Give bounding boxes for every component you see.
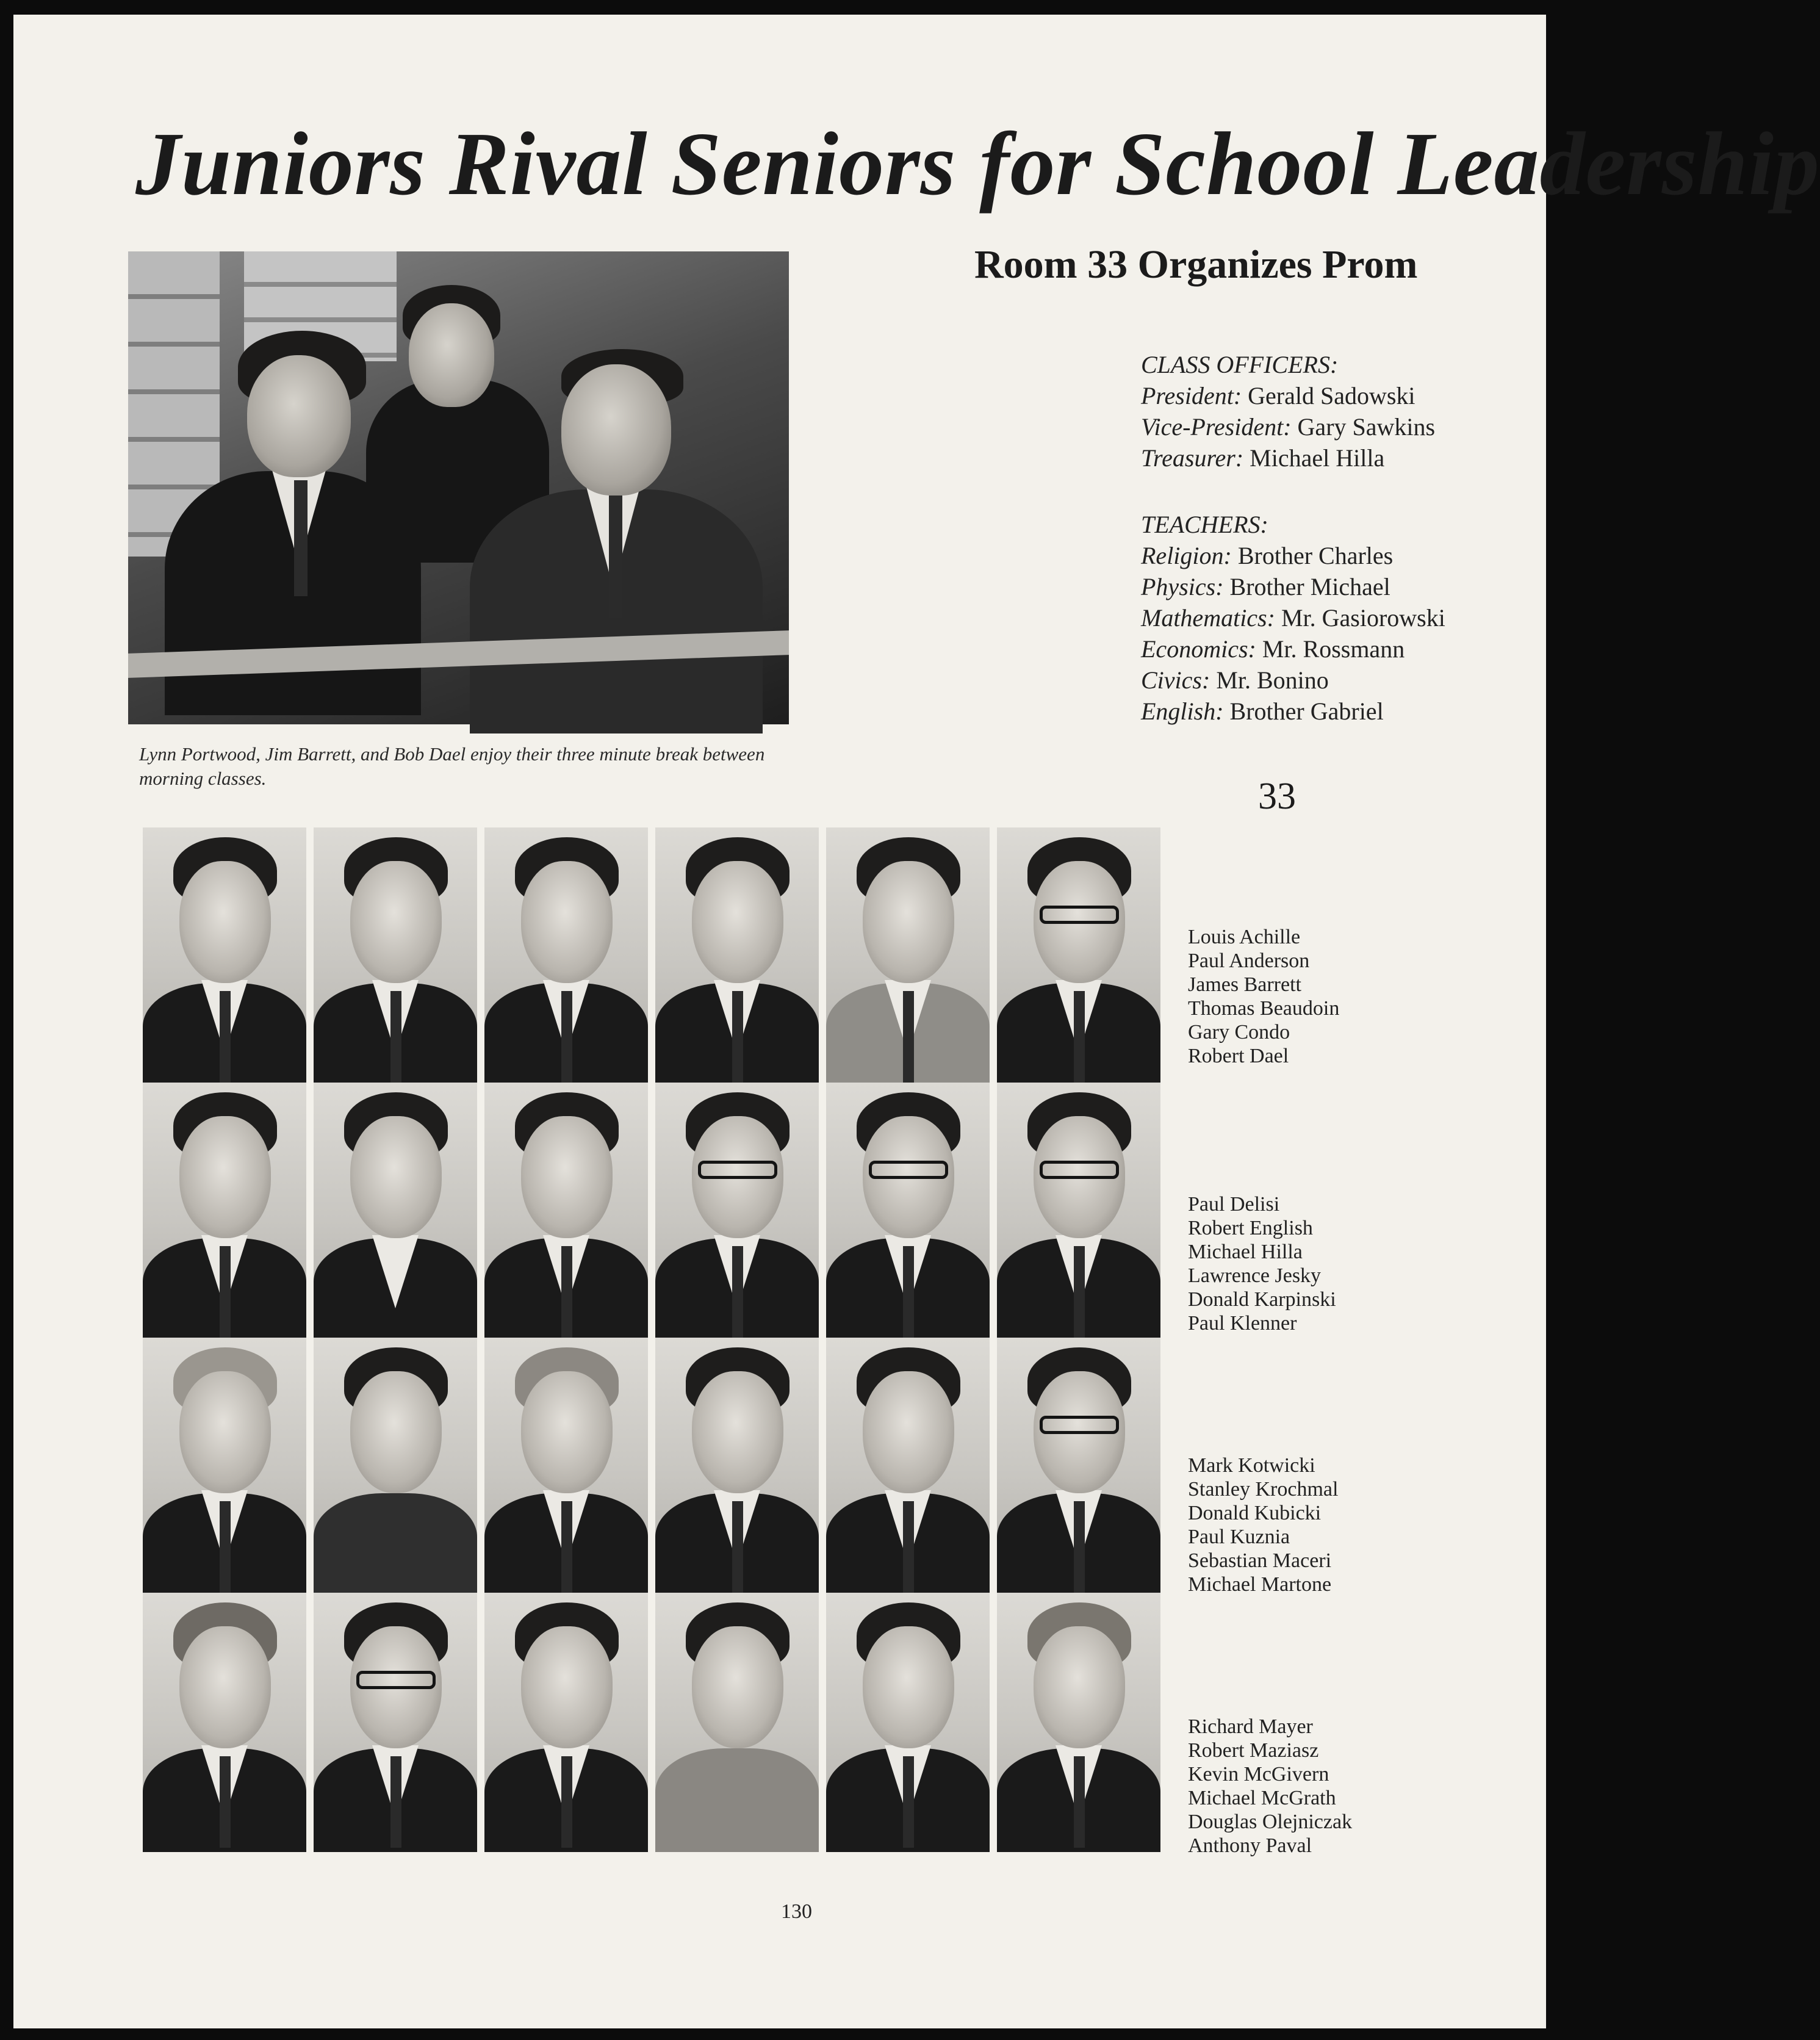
student-portrait (826, 827, 990, 1078)
teacher-name: Mr. Gasiorowski (1281, 604, 1445, 632)
teacher-row (1141, 540, 1519, 571)
student-name: Sebastian Maceri (1188, 1549, 1332, 1572)
student-name: Michael McGrath (1188, 1787, 1336, 1809)
subject-label: English: (1141, 697, 1224, 725)
row-names (1188, 1454, 1432, 1596)
subject-label: Economics: (1141, 635, 1256, 663)
student-portrait (655, 827, 819, 1078)
student-portrait (826, 1338, 990, 1588)
portrait-row (143, 1083, 1564, 1333)
student-portrait (314, 1593, 477, 1843)
student-name: Paul Anderson (1188, 950, 1310, 972)
teacher-name: Brother Gabriel (1229, 697, 1384, 725)
glasses-icon (869, 1161, 948, 1179)
officers-heading: CLASS OFFICERS: (1141, 351, 1339, 378)
class-officers (1141, 349, 1519, 474)
teachers-heading: TEACHERS: (1141, 511, 1268, 538)
row-names (1188, 1192, 1432, 1335)
teacher-row (1141, 665, 1519, 696)
student-portrait (997, 1083, 1160, 1333)
teacher-name: Mr. Rossmann (1262, 635, 1405, 663)
student-name: Paul Delisi (1188, 1193, 1280, 1216)
student-name: Michael Martone (1188, 1573, 1332, 1596)
student-portrait (143, 1083, 306, 1333)
student-name: Paul Kuznia (1188, 1526, 1290, 1548)
student-name: Mark Kotwicki (1188, 1454, 1315, 1477)
room-number: 33 (1258, 776, 1296, 817)
student-name: Louis Achille (1188, 926, 1301, 948)
student-portrait (143, 1338, 306, 1588)
officer-name: Michael Hilla (1250, 444, 1385, 472)
officer-label: Treasurer: (1141, 444, 1244, 472)
student-portrait (314, 1338, 477, 1588)
teacher-name: Mr. Bonino (1216, 666, 1329, 694)
glasses-icon (1040, 1416, 1119, 1434)
teacher-row (1141, 633, 1519, 665)
subject-label: Religion: (1141, 542, 1232, 569)
student-portrait (655, 1083, 819, 1333)
page-headline: Juniors Rival Seniors for School Leadership (135, 114, 1820, 214)
photo-caption: Lynn Portwood, Jim Barrett, and Bob Dael enjoy their three minute break between morning classes. (139, 743, 765, 789)
student-name: Michael Hilla (1188, 1241, 1303, 1263)
student-portrait (143, 827, 306, 1078)
portrait-row (143, 1338, 1564, 1596)
student-name: Anthony Paval (1188, 1834, 1312, 1857)
glasses-icon (1040, 906, 1119, 924)
student-portrait (484, 1338, 648, 1588)
student-portrait (826, 1083, 990, 1333)
student-name: Robert Maziasz (1188, 1739, 1319, 1762)
student-portrait (997, 1338, 1160, 1588)
student-portrait (314, 827, 477, 1078)
officer-row (1141, 442, 1519, 474)
room-title: Room 33 Organizes Prom (974, 242, 1418, 287)
subject-label: Civics: (1141, 666, 1210, 694)
student-name: Donald Kubicki (1188, 1502, 1322, 1524)
subject-label: Mathematics: (1141, 604, 1275, 632)
student-name: Robert Dael (1188, 1045, 1289, 1067)
yearbook-page (13, 15, 1820, 2028)
student-portrait (484, 1593, 648, 1843)
officer-name: Gerald Sadowski (1248, 382, 1415, 409)
student-name: Donald Karpinski (1188, 1288, 1336, 1311)
student-name: Paul Klenner (1188, 1312, 1297, 1335)
student-name: Lawrence Jesky (1188, 1264, 1322, 1287)
glasses-icon (1040, 1161, 1119, 1179)
student-portrait (314, 1083, 477, 1333)
student-name: Richard Mayer (1188, 1715, 1313, 1738)
officer-label: Vice-President: (1141, 413, 1292, 441)
glasses-icon (356, 1671, 436, 1689)
student-portrait (143, 1593, 306, 1843)
row-names (1188, 1715, 1432, 1858)
student-name: Douglas Olejniczak (1188, 1811, 1353, 1833)
teacher-row (1141, 602, 1519, 633)
subject-label: Physics: (1141, 573, 1224, 600)
teachers-list (1141, 509, 1519, 727)
glasses-icon (698, 1161, 777, 1179)
officer-row (1141, 380, 1519, 411)
student-portrait (997, 827, 1160, 1078)
teacher-name: Brother Michael (1229, 573, 1390, 600)
student-portrait (655, 1593, 819, 1843)
student-name: Gary Condo (1188, 1021, 1290, 1043)
officer-label: President: (1141, 382, 1242, 409)
portrait-row (143, 827, 1564, 1078)
student-name: Stanley Krochmal (1188, 1478, 1339, 1501)
group-photo (128, 251, 789, 724)
student-name: Thomas Beaudoin (1188, 997, 1340, 1020)
student-portrait (826, 1593, 990, 1843)
teacher-row (1141, 696, 1519, 727)
officer-name: Gary Sawkins (1297, 413, 1436, 441)
student-portrait (484, 1083, 648, 1333)
student-name: Robert English (1188, 1217, 1313, 1239)
student-name: Kevin McGivern (1188, 1763, 1329, 1786)
student-portrait (484, 827, 648, 1078)
student-name: James Barrett (1188, 973, 1301, 996)
student-portrait (655, 1338, 819, 1588)
portrait-row (143, 1593, 1564, 1857)
teacher-row (1141, 571, 1519, 602)
row-names (1188, 925, 1432, 1068)
teacher-name: Brother Charles (1237, 542, 1394, 569)
officer-row (1141, 411, 1519, 442)
page-number: 130 (781, 1900, 812, 1923)
student-portrait (997, 1593, 1160, 1843)
